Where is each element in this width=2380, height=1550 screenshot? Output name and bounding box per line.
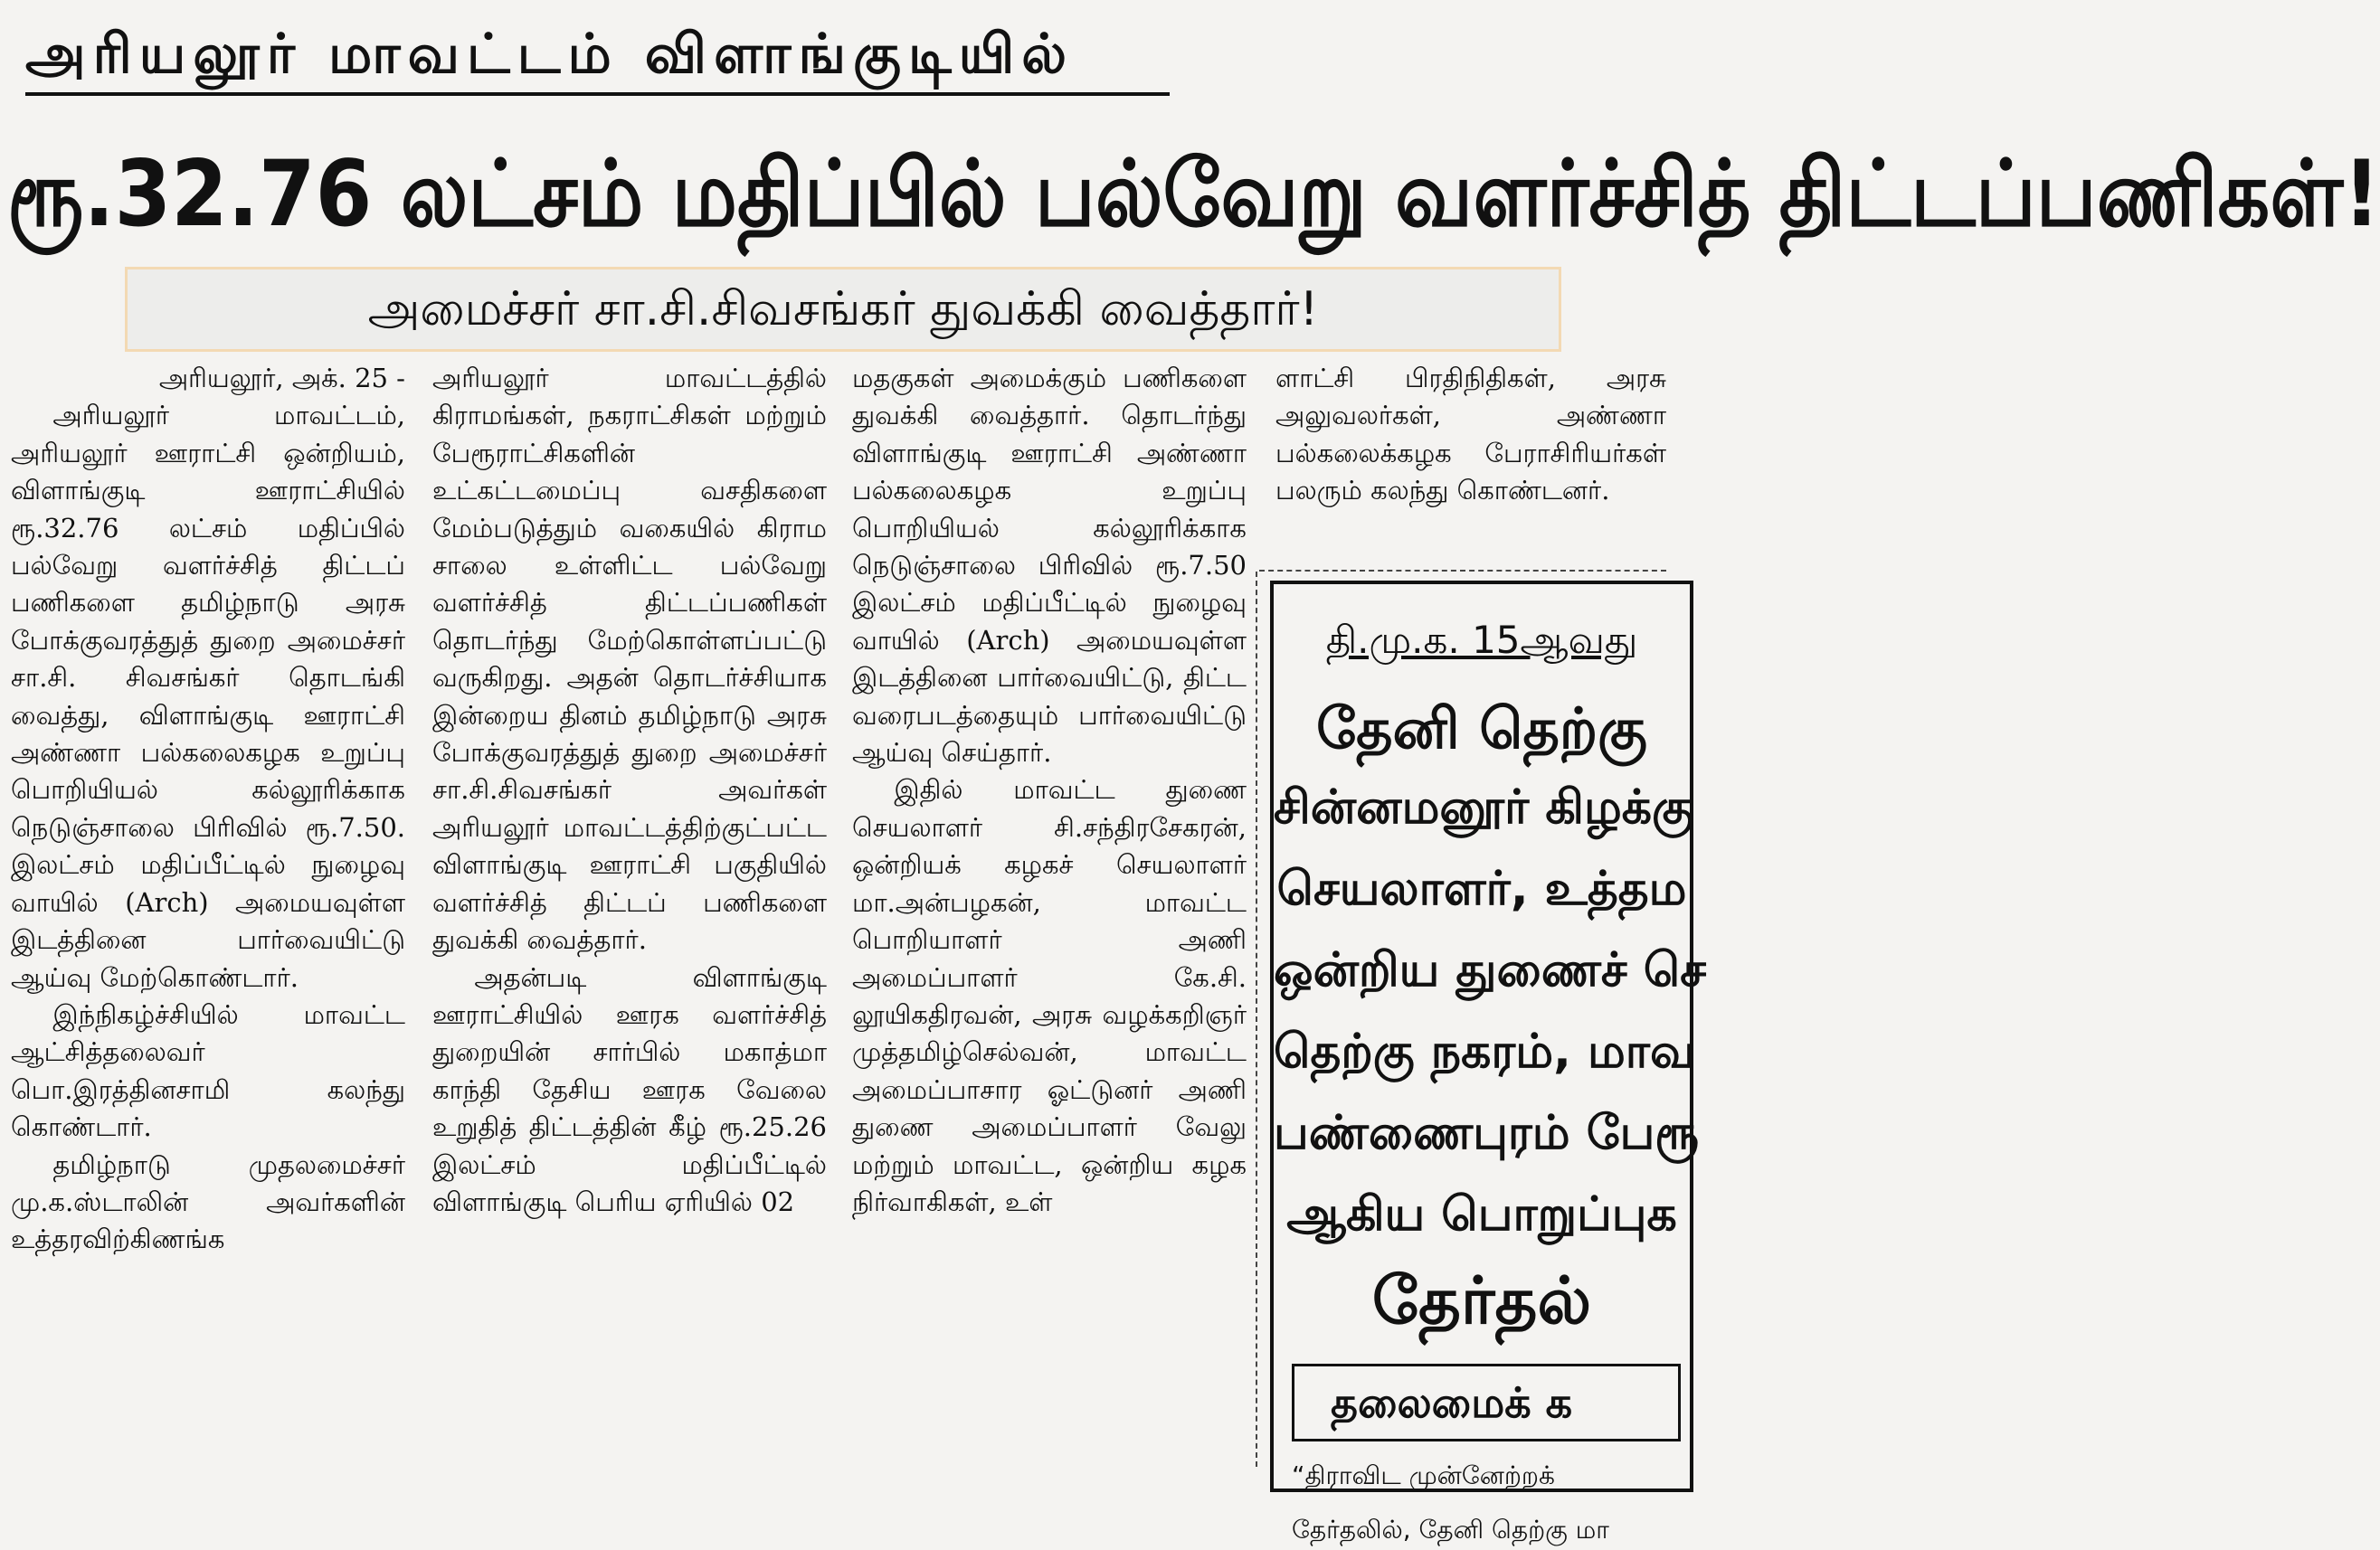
subheadline: அமைச்சர் சா.சி.சிவசங்கர் துவக்கி வைத்தார்! bbox=[125, 267, 1561, 352]
announcement-line: தேர்தல் bbox=[1371, 1262, 1592, 1338]
column-divider bbox=[1259, 570, 1666, 575]
announcement-line: தி.மு.க. 15ஆவது bbox=[1325, 618, 1638, 662]
announcement-line: செயலாளர், உத்தம bbox=[1276, 862, 1687, 916]
vertical-divider bbox=[1256, 572, 1257, 1467]
announcement-line: பண்ணைபுரம் பேரூ bbox=[1274, 1106, 1700, 1160]
paragraph: ளாட்சி பிரதிநிதிகள், அரசு அலுவலர்கள், அண்ணா பல்கலைக்கழக பேராசிரியர்கள் பலரும் கலந்து கொண்டனர். bbox=[1275, 363, 1666, 506]
announcement-subbox: தலைமைக் க bbox=[1292, 1364, 1681, 1441]
dateline: அரியலூர், அக். 25 - bbox=[158, 363, 405, 393]
article-column-3 bbox=[852, 360, 1247, 1449]
announcement-quote: “திராவிட முன்னேற்றக் bbox=[1292, 1460, 1555, 1490]
announcement-line: ஆகிய பொறுப்புக bbox=[1286, 1187, 1677, 1242]
announcement-line: தெற்கு நகரம், மாவ bbox=[1274, 1025, 1695, 1079]
article-column-1 bbox=[11, 360, 405, 1449]
main-headline: ரூ.32.76 லட்சம் மதிப்பில் பல்வேறு வளர்ச்சித் திட்டப்பணிகள்! bbox=[7, 140, 2380, 248]
kicker-headline: அரியலூர் மாவட்டம் விளாங்குடியில் bbox=[25, 18, 1170, 96]
adjacent-announcement-box bbox=[1270, 581, 1707, 1545]
article-column-4 bbox=[1275, 360, 1666, 568]
announcement-line: சின்னமனூர் கிழக்கு bbox=[1274, 780, 1693, 835]
paragraph: அரியலூர் மாவட்டம், அரியலூர் ஊராட்சி ஒன்றியம், விளாங்குடி ஊராட்சியில் ரூ.32.76 லட்சம் மதிப்பில் பல்வேறு வளர்ச்சித் திட்டப் பணிகளை தமிழ்நாடு அரசு போக்குவரத்துத் துறை அமைச்சர் சா.சி. சிவசங்கர் தொடங்கி வைத்து, விளாங்குடி ஊராட்சி அண்ணா பல்கலைகழக உறுப்பு பொறியியல் கல்லூரிக்காக நெடுஞ்சாலை பிரிவில் ரூ.7.50. இலட்சம் மதிப்பீட்டில் நுழைவு வாயில் (Arch) அமையவுள்ள இடத்தினை பார்வையிட்டு ஆய்வு மேற்கொண்டார். bbox=[11, 400, 405, 993]
announcement-quote: தேர்தலில், தேனி தெற்கு மா bbox=[1292, 1515, 1609, 1545]
paragraph: தமிழ்நாடு முதலமைச்சர் மு.க.ஸ்டாலின் அவர்களின் உத்தரவிற்கிணங்க bbox=[11, 1148, 405, 1255]
paragraph: அரியலூர் மாவட்டத்தில் கிராமங்கள், நகராட்சிகள் மற்றும் பேரூராட்சிகளின் உட்கட்டமைப்பு வசதிகளை மேம்படுத்தும் வகையில் கிராம சாலை உள்ளிட்ட பல்வேறு வளர்ச்சித் திட்டப்பணிகள் தொடர்ந்து மேற்கொள்ளப்பட்டு வருகிறது. அதன் தொடர்ச்சியாக இன்றைய தினம் தமிழ்நாடு அரசு போக்குவரத்துத் துறை அமைச்சர் சா.சி.சிவசங்கர் அவர்கள் அரியலூர் மாவட்டத்திற்குட்பட்ட விளாங்குடி ஊராட்சி பகுதியில் வளர்ச்சித் திட்டப் பணிகளை துவக்கி வைத்தார். bbox=[432, 363, 827, 956]
paragraph: அதன்படி விளாங்குடி ஊராட்சியில் ஊரக வளர்ச்சித் துறையின் சார்பில் மகாத்மா காந்தி தேசிய ஊரக வேலை உறுதித் திட்டத்தின் கீழ் ரூ.25.26 இலட்சம் மதிப்பீட்டில் விளாங்குடி பெரிய ஏரியில் 02 bbox=[432, 961, 827, 1217]
paragraph: இந்நிகழ்ச்சியில் மாவட்ட ஆட்சித்தலைவர் பொ.இரத்தினசாமி கலந்து கொண்டார். bbox=[11, 998, 405, 1143]
announcement-line: ஒன்றிய துணைச் செ bbox=[1274, 943, 1707, 997]
paragraph: மதகுகள் அமைக்கும் பணிகளை துவக்கி வைத்தார். தொடர்ந்து விளாங்குடி ஊராட்சி அண்ணா பல்கலைகழக உறுப்பு பொறியியல் கல்லூரிக்காக நெடுஞ்சாலை பிரிவில் ரூ.7.50 இலட்சம் மதிப்பீட்டில் நுழைவு வாயில் (Arch) அமையவுள்ள இடத்தினை பார்வையிட்டு, திட்ட வரைபடத்தையும் பார்வையிட்டு ஆய்வு செய்தார். bbox=[852, 363, 1247, 769]
announcement-line: தேனி தெற்கு bbox=[1316, 695, 1647, 761]
article-column-2 bbox=[432, 360, 827, 1449]
paragraph: இதில் மாவட்ட துணை செயலாளர் சி.சந்திரசேகரன், ஒன்றியக் கழகச் செயலாளர் மா.அன்பழகன், மாவட்ட பொறியாளர் அணி அமைப்பாளர் கே.சி. லூயிகதிரவன், அரசு வழக்கறிஞர் முத்தமிழ்செல்வன், மாவட்ட அமைப்பாசார ஓட்டுனர் அணி துணை அமைப்பாளர் வேலு மற்றும் மாவட்ட, ஒன்றிய கழக நிர்வாகிகள், உள் bbox=[852, 774, 1247, 1217]
